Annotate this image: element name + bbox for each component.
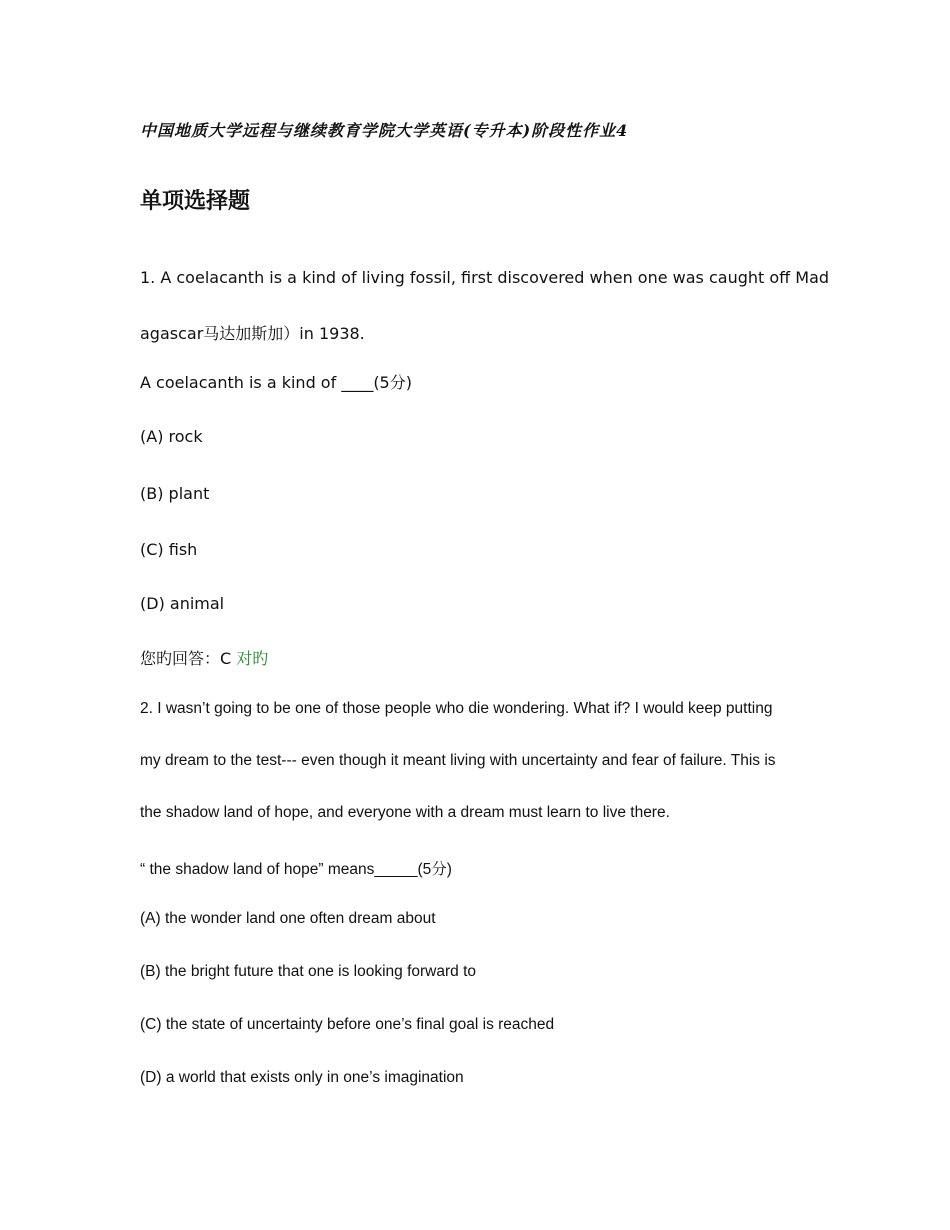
document-title: 中国地质大学远程与继续教育学院大学英语(专升本)阶段性作业4	[140, 121, 629, 140]
question1-answer	[140, 646, 268, 669]
question1-prompt: A coelacanth is a kind of ____(5分)	[140, 373, 412, 392]
question1-stem-line2: agascar马达加斯加）in 1938.	[140, 324, 365, 343]
question1-answer-result: 对旳	[236, 649, 269, 668]
question2-stem-line1: 2. I wasn’t going to be one of those people who die wondering. What if? I would keep putting	[140, 700, 773, 717]
question1-option-a: (A) rock	[140, 427, 203, 446]
question2-stem-line3: the shadow land of hope, and everyone with a dream must learn to live there.	[140, 804, 670, 821]
question2-stem-line2: my dream to the test--- even though it meant living with uncertainty and fear of failure. This is	[140, 752, 776, 769]
question2-option-a: (A) the wonder land one often dream about	[140, 910, 436, 927]
question2-prompt: “ the shadow land of hope” means_____(5分)	[140, 861, 452, 878]
question1-option-d: (D) animal	[140, 594, 225, 613]
question1-stem-line1: 1. A coelacanth is a kind of living fossil, first discovered when one was caught off Mad	[140, 268, 830, 287]
question1-option-b: (B) plant	[140, 484, 210, 503]
question2-option-c: (C) the state of uncertainty before one’s final goal is reached	[140, 1016, 555, 1033]
question1-answer-label: 您旳回答：C	[140, 649, 232, 668]
question2-option-b: (B) the bright future that one is looking forward to	[140, 963, 477, 980]
question1-option-c: (C) fish	[140, 540, 198, 559]
question2-option-d: (D) a world that exists only in one’s imagination	[140, 1069, 464, 1086]
section-heading: 单项选择题	[140, 189, 251, 214]
